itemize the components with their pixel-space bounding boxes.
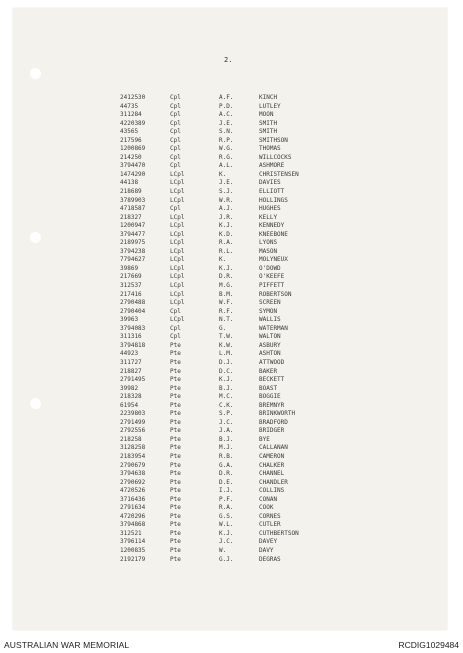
table-row — [13, 487, 447, 496]
initials: P.F. — [219, 495, 234, 503]
service-number: 1200835 — [120, 546, 146, 554]
service-number: 4718587 — [120, 205, 146, 213]
surname: CALLANAN — [259, 444, 288, 452]
surname: O'KEEFE — [259, 273, 285, 281]
service-number: 312521 — [120, 529, 142, 537]
table-row — [13, 308, 447, 317]
table-row — [13, 376, 447, 385]
surname: ASBURY — [259, 341, 281, 349]
service-number: 3789903 — [120, 196, 146, 204]
table-row — [13, 291, 447, 300]
service-number: 3794638 — [120, 470, 146, 478]
service-number: 2790404 — [120, 307, 146, 315]
initials: A.F. — [219, 94, 234, 101]
table-row — [13, 316, 447, 325]
footer-bar — [0, 634, 463, 653]
service-number: 2790488 — [120, 299, 146, 307]
surname: MASON — [259, 247, 278, 255]
initials: R.P. — [219, 136, 234, 144]
surname: DAVEY — [259, 538, 278, 546]
table-row — [13, 299, 447, 308]
service-number: 4720296 — [120, 512, 146, 520]
service-number: 3794868 — [120, 521, 146, 529]
surname: O'DOWD — [259, 264, 281, 272]
rank: Pte — [170, 427, 181, 435]
initials: K. — [219, 256, 227, 264]
initials: R.A. — [219, 504, 234, 512]
service-number: 4220389 — [120, 119, 146, 127]
initials: D.C. — [219, 367, 234, 375]
surname: SMITH — [259, 128, 278, 136]
service-number: 61954 — [120, 401, 139, 409]
rank: Cpl — [170, 205, 181, 213]
initials: A.C. — [219, 111, 234, 119]
initials: W.G. — [219, 145, 234, 153]
initials: K.W. — [219, 341, 234, 349]
table-row — [13, 248, 447, 257]
service-number: 3794470 — [120, 162, 146, 170]
table-row — [13, 419, 447, 428]
surname: CHANNEL — [259, 470, 285, 478]
table-row — [13, 521, 447, 530]
initials: G. — [219, 324, 227, 332]
rank: Pte — [170, 555, 181, 563]
table-row — [13, 393, 447, 402]
service-number: 7794627 — [120, 256, 146, 264]
surname: BRIDGER — [259, 427, 285, 435]
table-row — [13, 239, 447, 248]
table-row — [13, 162, 447, 171]
table-row — [13, 479, 447, 488]
surname: LYONS — [259, 239, 278, 247]
surname: KENNEDY — [259, 222, 285, 230]
punch-hole — [30, 68, 41, 79]
rank: Cpl — [170, 324, 181, 332]
surname: CHANDLER — [259, 478, 288, 486]
initials: K.D. — [219, 230, 234, 238]
rank: Pte — [170, 376, 181, 384]
rank: LCpl — [170, 222, 185, 230]
initials: G.S. — [219, 512, 234, 520]
personnel-list — [13, 94, 447, 564]
service-number: 3794238 — [120, 247, 146, 255]
document-page — [13, 8, 447, 630]
table-row — [13, 197, 447, 206]
rank: Pte — [170, 512, 181, 520]
initials: S.J. — [219, 188, 234, 196]
table-row — [13, 436, 447, 445]
service-number: 39982 — [120, 384, 139, 392]
initials: S.P. — [219, 410, 234, 418]
service-number: 2791634 — [120, 504, 146, 512]
surname: BAKER — [259, 367, 278, 375]
service-number: 217416 — [120, 290, 142, 298]
rank: Cpl — [170, 162, 181, 170]
initials: D.J. — [219, 358, 234, 366]
table-row — [13, 410, 447, 419]
surname: THOMAS — [259, 145, 281, 153]
rank: Cpl — [170, 307, 181, 315]
table-row — [13, 470, 447, 479]
service-number: 2192179 — [120, 555, 146, 563]
surname: ASHMORE — [259, 162, 285, 170]
service-number: 218328 — [120, 393, 142, 401]
rank: LCpl — [170, 282, 185, 290]
rank: Pte — [170, 367, 181, 375]
initials: K.J. — [219, 222, 234, 230]
initials: A.L. — [219, 162, 234, 170]
service-number: 217669 — [120, 273, 142, 281]
table-row — [13, 222, 447, 231]
source-label: AUSTRALIAN WAR MEMORIAL — [4, 640, 130, 650]
initials: I.J. — [219, 487, 234, 495]
service-number: 39869 — [120, 264, 139, 272]
surname: COLLINS — [259, 487, 285, 495]
rank: Pte — [170, 452, 181, 460]
table-row — [13, 427, 447, 436]
table-row — [13, 111, 447, 120]
rank: Pte — [170, 444, 181, 452]
initials: J.E. — [219, 119, 234, 127]
initials: J.C. — [219, 418, 234, 426]
rank: Pte — [170, 401, 181, 409]
initials: D.R. — [219, 470, 234, 478]
service-number: 3716436 — [120, 495, 146, 503]
table-row — [13, 231, 447, 240]
initials: R.L. — [219, 247, 234, 255]
reference-code: RCDIG1029484 — [398, 640, 459, 650]
initials: W. — [219, 546, 227, 554]
surname: ELLIOTT — [259, 188, 285, 196]
service-number: 43565 — [120, 128, 139, 136]
initials: C.K. — [219, 401, 234, 409]
table-row — [13, 547, 447, 556]
table-row — [13, 325, 447, 334]
service-number: 1200947 — [120, 222, 146, 230]
table-row — [13, 342, 447, 351]
rank: LCpl — [170, 239, 185, 247]
service-number: 3794477 — [120, 230, 146, 238]
rank: Pte — [170, 529, 181, 537]
table-row — [13, 214, 447, 223]
surname: WALTON — [259, 333, 281, 341]
table-row — [13, 556, 447, 565]
service-number: 2791495 — [120, 376, 146, 384]
table-row — [13, 530, 447, 539]
surname: DAVY — [259, 546, 274, 554]
initials: K. — [219, 170, 227, 178]
service-number: 2239803 — [120, 410, 146, 418]
table-row — [13, 504, 447, 513]
rank: Cpl — [170, 94, 181, 101]
surname: MOON — [259, 111, 274, 119]
service-number: 311284 — [120, 111, 142, 119]
initials: T.W. — [219, 333, 234, 341]
rank: Cpl — [170, 119, 181, 127]
rank: LCpl — [170, 213, 185, 221]
table-row — [13, 265, 447, 274]
rank: Cpl — [170, 145, 181, 153]
service-number: 311727 — [120, 358, 142, 366]
rank: LCpl — [170, 316, 185, 324]
table-row — [13, 385, 447, 394]
service-number: 218327 — [120, 213, 142, 221]
table-row — [13, 359, 447, 368]
initials: B.M. — [219, 290, 234, 298]
rank: Pte — [170, 461, 181, 469]
initials: B.J. — [219, 384, 234, 392]
service-number: 3794083 — [120, 324, 146, 332]
service-number: 2792556 — [120, 427, 146, 435]
rank: Pte — [170, 521, 181, 529]
surname: SMITH — [259, 119, 278, 127]
rank: Pte — [170, 350, 181, 358]
surname: COOK — [259, 504, 274, 512]
table-row — [13, 94, 447, 103]
rank: LCpl — [170, 264, 185, 272]
table-row — [13, 368, 447, 377]
initials: M.G. — [219, 282, 234, 290]
initials: K.J. — [219, 264, 234, 272]
surname: WATERMAN — [259, 324, 288, 332]
surname: DEGRAS — [259, 555, 281, 563]
service-number: 1474290 — [120, 170, 146, 178]
table-row — [13, 154, 447, 163]
initials: R.A. — [219, 239, 234, 247]
table-row — [13, 538, 447, 547]
rank: Pte — [170, 495, 181, 503]
table-row — [13, 333, 447, 342]
service-number: 44138 — [120, 179, 139, 187]
surname: BREMNYR — [259, 401, 285, 409]
table-row — [13, 453, 447, 462]
rank: LCpl — [170, 196, 185, 204]
initials: W.L. — [219, 521, 234, 529]
initials: J.C. — [219, 538, 234, 546]
surname: SMITHSON — [259, 136, 288, 144]
surname: ATTWOOD — [259, 358, 285, 366]
service-number: 3128258 — [120, 444, 146, 452]
service-number: 217596 — [120, 136, 142, 144]
initials: W.R. — [219, 196, 234, 204]
surname: BRADFORD — [259, 418, 288, 426]
table-row — [13, 171, 447, 180]
rank: Cpl — [170, 111, 181, 119]
rank: Pte — [170, 538, 181, 546]
rank: LCpl — [170, 179, 185, 187]
initials: R.G. — [219, 153, 234, 161]
initials: D.E. — [219, 478, 234, 486]
service-number: 44923 — [120, 350, 139, 358]
service-number: 218827 — [120, 367, 142, 375]
table-row — [13, 496, 447, 505]
surname: KNEEBONE — [259, 230, 288, 238]
service-number: 218689 — [120, 188, 142, 196]
service-number: 2790692 — [120, 478, 146, 486]
surname: MOLYNEUX — [259, 256, 288, 264]
rank: LCpl — [170, 299, 185, 307]
service-number: 312537 — [120, 282, 142, 290]
page-number: 2. — [224, 56, 233, 64]
rank: LCpl — [170, 188, 185, 196]
surname: WALLIS — [259, 316, 281, 324]
initials: S.N. — [219, 128, 234, 136]
initials: P.D. — [219, 102, 234, 110]
initials: N.T. — [219, 316, 234, 324]
service-number: 2790679 — [120, 461, 146, 469]
surname: BOAST — [259, 384, 278, 392]
surname: CHALKER — [259, 461, 285, 469]
rank: Cpl — [170, 136, 181, 144]
service-number: 39963 — [120, 316, 139, 324]
rank: Cpl — [170, 102, 181, 110]
rank: LCpl — [170, 247, 185, 255]
initials: L.M. — [219, 350, 234, 358]
initials: G.J. — [219, 555, 234, 563]
surname: BYE — [259, 435, 270, 443]
table-row — [13, 402, 447, 411]
table-row — [13, 137, 447, 146]
rank: LCpl — [170, 256, 185, 264]
rank: LCpl — [170, 273, 185, 281]
table-row — [13, 188, 447, 197]
surname: DAVIES — [259, 179, 281, 187]
rank: Pte — [170, 435, 181, 443]
rank: Pte — [170, 546, 181, 554]
surname: CAMERON — [259, 452, 285, 460]
surname: KELLY — [259, 213, 278, 221]
initials: J.E. — [219, 179, 234, 187]
surname: HOLLINGS — [259, 196, 288, 204]
surname: ASHTON — [259, 350, 281, 358]
table-row — [13, 273, 447, 282]
service-number: 3796114 — [120, 538, 146, 546]
surname: SCREEN — [259, 299, 281, 307]
service-number: 2791499 — [120, 418, 146, 426]
service-number: 214250 — [120, 153, 142, 161]
initials: M.C. — [219, 393, 234, 401]
rank: Pte — [170, 418, 181, 426]
service-number: 2183954 — [120, 452, 146, 460]
table-row — [13, 179, 447, 188]
initials: M.J. — [219, 444, 234, 452]
surname: LUTLEY — [259, 102, 281, 110]
initials: K.J. — [219, 529, 234, 537]
service-number: 3794818 — [120, 341, 146, 349]
table-row — [13, 145, 447, 154]
table-row — [13, 350, 447, 359]
surname: HUGHES — [259, 205, 281, 213]
surname: PIFFETT — [259, 282, 285, 290]
initials: B.J. — [219, 435, 234, 443]
service-number: 44735 — [120, 102, 139, 110]
service-number: 4720526 — [120, 487, 146, 495]
rank: Cpl — [170, 128, 181, 136]
table-row — [13, 462, 447, 471]
rank: LCpl — [170, 290, 185, 298]
rank: Pte — [170, 478, 181, 486]
surname: KINCH — [259, 94, 278, 101]
rank: Pte — [170, 358, 181, 366]
surname: BRINKWORTH — [259, 410, 296, 418]
surname: CORNES — [259, 512, 281, 520]
rank: LCpl — [170, 230, 185, 238]
initials: J.A. — [219, 427, 234, 435]
initials: G.A. — [219, 461, 234, 469]
rank: Pte — [170, 487, 181, 495]
initials: R.B. — [219, 452, 234, 460]
rank: Cpl — [170, 153, 181, 161]
rank: Pte — [170, 470, 181, 478]
initials: R.F. — [219, 307, 234, 315]
table-row — [13, 103, 447, 112]
surname: BOGGIE — [259, 393, 281, 401]
surname: ROBERTSON — [259, 290, 292, 298]
table-row — [13, 444, 447, 453]
rank: Pte — [170, 384, 181, 392]
initials: W.F. — [219, 299, 234, 307]
rank: Pte — [170, 341, 181, 349]
table-row — [13, 282, 447, 291]
surname: CUTHBERTSON — [259, 529, 299, 537]
rank: LCpl — [170, 170, 185, 178]
rank: Cpl — [170, 333, 181, 341]
initials: J.R. — [219, 213, 234, 221]
table-row — [13, 256, 447, 265]
table-row — [13, 120, 447, 129]
service-number: 311316 — [120, 333, 142, 341]
initials: D.R. — [219, 273, 234, 281]
table-row — [13, 128, 447, 137]
surname: CHRISTENSEN — [259, 170, 299, 178]
initials: A.J. — [219, 205, 234, 213]
table-row — [13, 205, 447, 214]
service-number: 2412530 — [120, 94, 146, 101]
rank: Pte — [170, 504, 181, 512]
service-number: 218258 — [120, 435, 142, 443]
rank: Pte — [170, 410, 181, 418]
surname: BECKETT — [259, 376, 285, 384]
surname: WILLCOCKS — [259, 153, 292, 161]
service-number: 1200869 — [120, 145, 146, 153]
surname: CONAN — [259, 495, 278, 503]
table-row — [13, 513, 447, 522]
surname: SYMON — [259, 307, 278, 315]
service-number: 2189975 — [120, 239, 146, 247]
initials: K.J. — [219, 376, 234, 384]
rank: Pte — [170, 393, 181, 401]
surname: CUTLER — [259, 521, 281, 529]
